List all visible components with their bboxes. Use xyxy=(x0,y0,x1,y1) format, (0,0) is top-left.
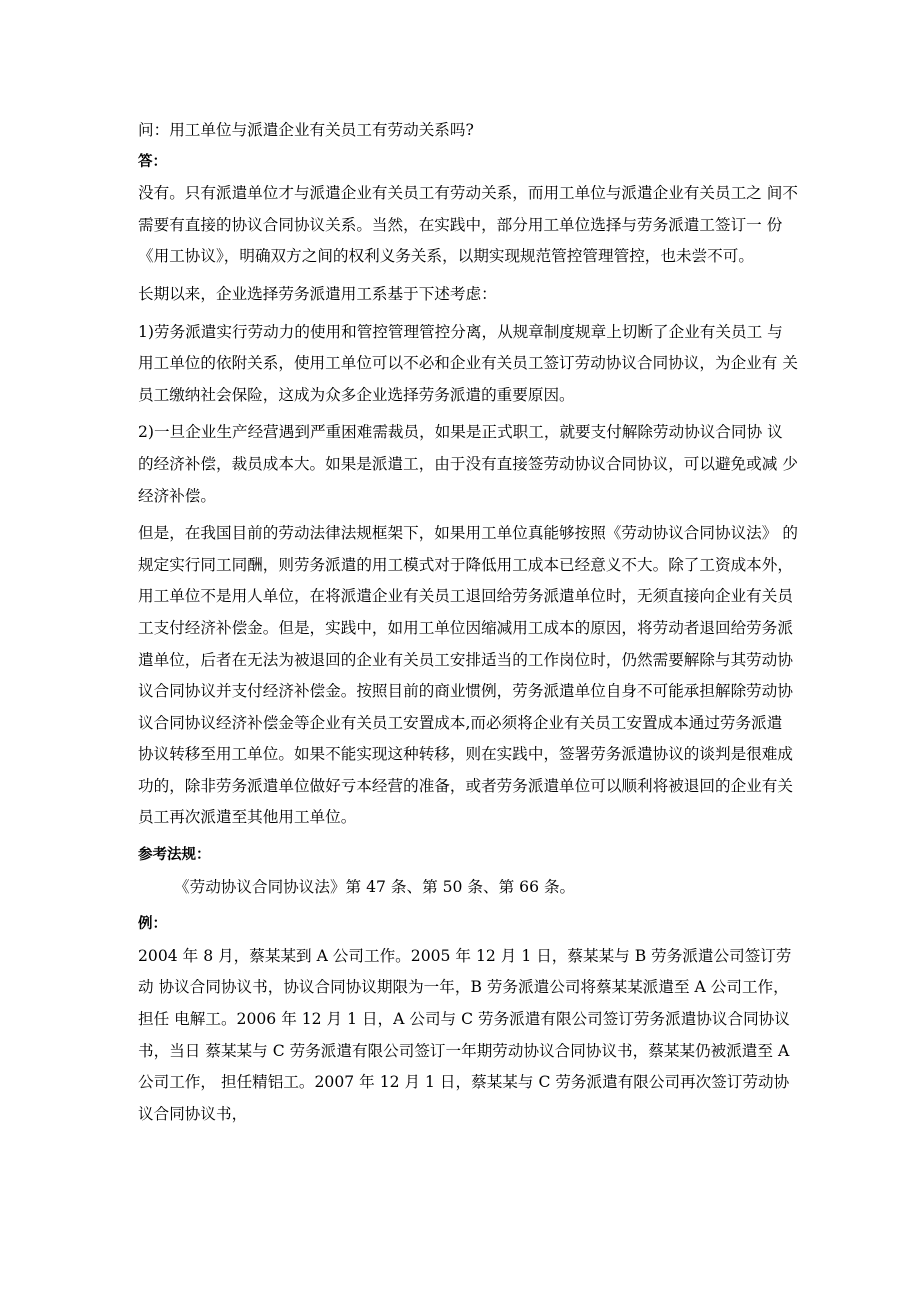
document-body xyxy=(138,115,798,1136)
paragraph-line: 2004 年 8 月，蔡某某到 A 公司工作。2005 年 12 月 1 日，蔡某某与 B 劳务派遣公司签订劳动 xyxy=(138,946,792,997)
paragraph-line: 与用工单位的依附关系，使用工单位可以不必和企业有关员工签订劳动协议合同协议，为企业有 xyxy=(138,322,783,373)
paragraph-line: 协议合同协议书，协议合同协议期限为一年，B 劳务派遣公司将蔡某某派遣至 A 公司工作，担任 xyxy=(138,978,789,1029)
answer-paragraph xyxy=(138,279,798,311)
answer-paragraph xyxy=(138,518,798,834)
answer-paragraph xyxy=(138,317,798,412)
paragraph-line: 没有。只有派遣单位才与派遣企业有关员工有劳动关系，而用工单位与派遣企业有关员工之 xyxy=(138,184,762,203)
paragraph-line: 用工单位不是用人单位，在将派遣企业有关员工退回给劳务派遣单位时，无须直接向企业有关员 xyxy=(138,587,793,606)
paragraph-line: 长期以来，企业选择劳务派遣用工系基于下述考虑： xyxy=(138,284,497,303)
paragraph-line: 功的，除非劳务派遣单位做好亏本经营的准备，或者劳务派遣单位可以顺利将被退回的企业有关 xyxy=(138,776,793,795)
paragraph-line: 蔡某某与 C 劳务派遣有限公司签订一年期劳动协议合同协议书，蔡某某仍被派遣至 A 公司工作， xyxy=(138,1041,790,1092)
paragraph-line: 电解工。2006 年 12 月 1 日，A 公司与 C 劳务派遣有限公司签订劳务派遣协议合同协议书，当日 xyxy=(138,1010,790,1060)
paragraph-line: 但是，在我国目前的劳动法律法规框架下，如果用工单位真能够按照《劳动协议合同协议法》 xyxy=(138,524,778,543)
paragraph-line: 担任精铝工。2007 年 12 月 1 日，蔡某某与 C 劳务派遣有限公司再次签订劳动协议合同协议书， xyxy=(138,1073,790,1123)
paragraph-line: 少经济补偿。 xyxy=(138,454,798,505)
reference-label: 参考法规： xyxy=(138,847,211,864)
paragraph-line: 议合同协议并支付经济补偿金。按照目前的商业惯例，劳务派遣单位自身不可能承担解除劳动协 xyxy=(138,682,793,701)
question-text: 问：用工单位与派遣企业有关员工有劳动关系吗? xyxy=(138,121,474,139)
paragraph-line: 1)劳务派遣实行劳动力的使用和管控管理管控分离，从规章制度规章上切断了企业有关员工 xyxy=(138,322,763,341)
answer-paragraph xyxy=(138,417,798,512)
paragraph-line: 关员工缴纳社会保险，这成为众多企业选择劳务派遣的重要原因。 xyxy=(138,354,798,404)
paragraph-line: 员工再次派遣至其他用工单位。 xyxy=(138,808,357,827)
paragraph-line: 间不需要有直接的协议合同协议关系。当然，在实践中，部分用工单位选择与劳务派遣工签订一 xyxy=(138,184,798,234)
paragraph-line: 遣单位，后者在无法为被退回的企业有关员工安排适当的工作岗位时，仍然需要解除与其劳动协 xyxy=(138,650,793,669)
paragraph-line: 议的经济补偿，裁员成本大。如果是派遣工，由于没有直接签劳动协议合同协议，可以避免或减 xyxy=(138,423,783,473)
example-label: 例： xyxy=(138,916,167,933)
example-paragraph xyxy=(138,941,798,1131)
paragraph-line: 的规定实行同工同酬，则劳务派遣的用工模式对于降低用工成本已经意义不大。除了工资成本外， xyxy=(138,524,798,574)
paragraph-line: 议合同协议经济补偿金等企业有关员工安置成本,而必须将企业有关员工安置成本通过劳务派遣 xyxy=(138,713,783,732)
answer-paragraph xyxy=(138,178,798,273)
paragraph-line: 份《用工协议》，明确双方之间的权利义务关系，以期实现规范管控管理管控，也未尝不可。 xyxy=(138,215,783,266)
paragraph-line: 2)一旦企业生产经营遇到严重困难需裁员，如果是正式职工，就要支付解除劳动协议合同协 xyxy=(138,423,763,442)
answer-label: 答： xyxy=(138,153,167,170)
paragraph-line: 工支付经济补偿金。但是，实践中，如用工单位因缩减用工成本的原因，将劳动者退回给劳务派 xyxy=(138,618,793,637)
paragraph-line: 协议转移至用工单位。如果不能实现这种转移，则在实践中，签署劳务派遣协议的谈判是很难成 xyxy=(138,745,793,764)
reference-text: 《劳动协议合同协议法》第 47 条、第 50 条、第 66 条。 xyxy=(174,877,576,896)
